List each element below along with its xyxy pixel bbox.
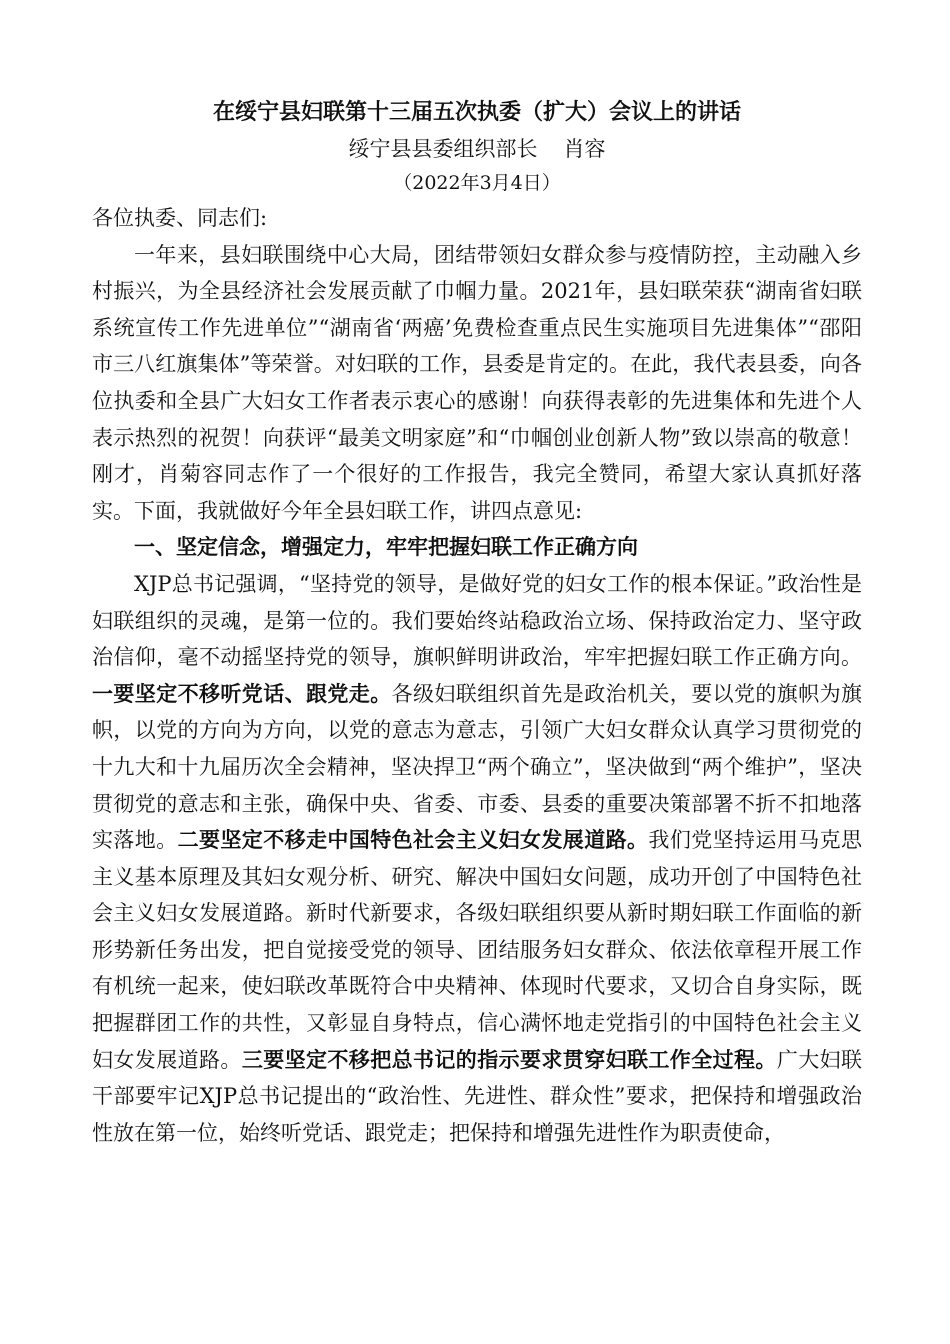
salutation: 各位执委、同志们: xyxy=(92,206,268,230)
bold-point-3: 三要坚定不移把总书记的指示要求贯穿妇联工作全过程。 xyxy=(241,1046,777,1072)
document-title: 在绥宁县妇联第十三届五次执委（扩大）会议上的讲话 xyxy=(212,99,741,125)
author-name: 肖容 xyxy=(563,137,606,161)
bold-point-1: 一要坚定不移听党话、跟党走。 xyxy=(92,680,392,706)
author-role: 绥宁县县委组织部长 xyxy=(348,137,538,161)
paragraph-text: XJP总书记强调，“坚持党的领导，是做好党的妇女工作的根本保证。”政治性是妇联组织的灵魂，是第一位的。我们要始终站稳政治立场、保持政治定力、坚守政治信仰，毫不动摇坚持党的领导，旗帜鲜明讲政治，牢牢把握妇联工作正确方向。 xyxy=(92,571,862,670)
document-body xyxy=(92,200,862,1151)
bold-point-2: 二要坚定不移走中国特色社会主义妇女发展道路。 xyxy=(177,827,649,853)
paragraph-section-1 xyxy=(92,566,862,1152)
paragraph-text: 我们党坚持运用马克思主义基本原理及其妇女观分析、研究、解决中国妇女问题，成功开创了中国特色社会主义妇女发展道路。新时代新要求，各级妇联组织要从新时期妇联工作面临的新形势新任务出发，把自觉接受党的领导、团结服务妇女群众、依法依章程开展工作有机统一起来，使妇联改革既符合中央精神、体现时代要求，又切合自身实际，既把握群团工作的共性，又彰显自身特点，信心满怀地走党指引的中国特色社会主义妇女发展道路。 xyxy=(92,828,863,1072)
author-line xyxy=(92,132,862,166)
paragraph-intro: 一年来，县妇联围绕中心大局，团结带领妇女群众参与疫情防控，主动融入乡村振兴，为全县经济社会发展贡献了巾帼力量。2021年，县妇联荣获“湖南省妇联系统宣传工作先进单位”“湖南省‘两癌’免费检查重点民生实施项目先进集体”“邵阳市三八红旗集体”等荣誉。对妇联的工作，县委是肯定的。在此，我代表县委，向各位执委和全县广大妇女工作者表示衷心的感谢！向获得表彰的先进集体和先进个人表示热烈的祝贺！向获评“最美文明家庭”和“巾帼创业创新人物”致以崇高的敬意！刚才，肖菊容同志作了一个很好的工作报告，我完全赞同，希望大家认真抓好落实。下面，我就做好今年全县妇联工作，讲四点意见: xyxy=(92,242,862,523)
section-heading-1: 一、坚定信念，增强定力，牢牢把握妇联工作正确方向 xyxy=(134,534,638,560)
paragraph-text: 广大妇联干部要牢记XJP总书记提出的“政治性、先进性、群众性”要求，把保持和增强政治性放在第一位，始终听党话、跟党走；把保持和增强先进性作为职责使命， xyxy=(92,1047,863,1145)
paragraph-text: 各级妇联组织首先是政治机关，要以党的旗帜为旗帜，以党的方向为方向，以党的意志为意志，引领广大妇女群众认真学习贯彻党的十九大和十九届历次全会精神，坚决捍卫“两个确立”，坚决做到“两个维护”，坚决贯彻党的意志和主张，确保中央、省委、市委、县委的重要决策部署不折不扣地落实落地。 xyxy=(92,681,863,853)
speech-date: （2022年3月4日） xyxy=(393,172,561,194)
document-page xyxy=(92,92,862,1151)
